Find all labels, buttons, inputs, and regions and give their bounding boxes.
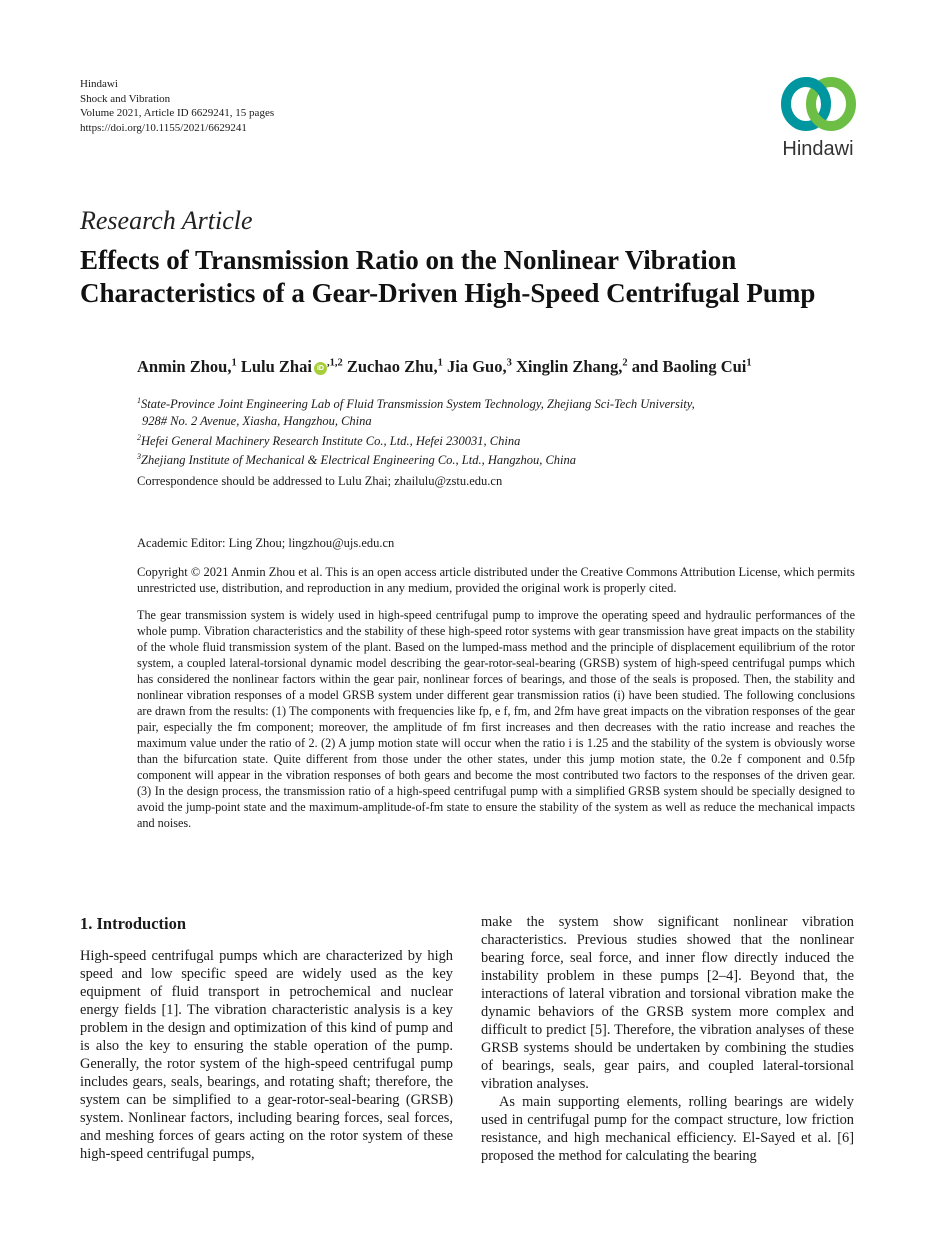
affiliation: $^3$Zhejiang Institute of Mechanical & Electrical Engineering Co., Ltd., Hangzhou, China (137, 452, 577, 468)
author: Lulu Zhai iD $^{,1,2}$ (240, 357, 343, 376)
body-column-right (481, 913, 854, 1165)
author: Jia Guo,$^3$ (446, 357, 512, 376)
volume-info: Volume 2021, Article ID 6629241, 15 pages (80, 107, 275, 119)
author: Zuchao Zhu,$^1$ (346, 357, 443, 376)
doi-link[interactable]: https://doi.org/10.1155/2021/6629241 (80, 121, 247, 134)
paragraph: make the system show significant nonlinear vibration characteristics. Previous studies showed that the nonlinear bearing force, seal force, and inner flow directly induced the instability problem in these pumps [2–4]. Beyond that, the interactions of lateral vibration and torsional vibration make the dynamic behaviors of the GRSB system more complex and difficult to predict [5]. Therefore, the vibration analyses of these GRSB systems should be undertaken by combining the studies of bearings, seals, gear pairs, and coupled lateral-torsional vibration analyses. (481, 914, 854, 1092)
author: Anmin Zhou,$^1$ (137, 357, 237, 376)
affiliation: $^1$State-Province Joint Engineering Lab of Fluid Transmission System Technology, Zhejiang Sci-Tech University, (137, 396, 695, 412)
body-column-left (80, 947, 453, 1163)
correspondence: Correspondence should be addressed to Lulu Zhai; zhailulu@zstu.edu.cn (137, 474, 503, 488)
affiliation: $^2$Hefei General Machinery Research Institute Co., Ltd., Hefei 230031, China (137, 432, 521, 448)
paper-title: Effects of Transmission Ratio on the Nonlinear Vibration Characteristics of a Gear-Driven High-Speed Centrifugal Pump (80, 245, 816, 308)
publisher-name: Hindawi (80, 78, 118, 90)
hindawi-logo (776, 76, 860, 160)
affiliation: 928# No. 2 Avenue, Xiasha, Hangzhou, China (142, 413, 372, 428)
author: and Baoling Cui$^1$ (631, 357, 752, 376)
abstract: The gear transmission system is widely used in high-speed centrifugal pump to improve the operating speed and hydraulic performances of the whole pump. Vibration characteristics and the stability of these high-speed rotor systems with gear transmission have great impacts on the stability of the whole fluid transmission system of the plant. Based on the lumped-mass method and the principle of displacement equilibrium of the rotor system, a coupled lateral-torsional dynamic model describing the gear-rotor-seal-bearing (GRSB) system of high-speed centrifugal pumps which has considered the nonlinear factors within the gear pair, nonlinear forces of bearings, and those of the seals is proposed. Then, the stability and nonlinear vibration responses of a model GRSB system under different gear transmission ratios (i) have been studied. The following conclusions are drawn from the results: (1) The components with frequencies like fp, e f, fm, and 2fm have great impacts on the vibration responses of the gear pair, especially the fm component; moreover, the amplitude of fm first increases and then decreases with the ratio increase and reaches the maximum value under the ratio of 2. (2) A jump motion state will occur when the ratio i is 1.25 and the stability of the system is obviously worse than the bifurcation state. Quite different from those under the other states, under this jump motion state, the 0.2e f component and 0.5fp component will appear in the vibration responses of both gears and become the most contributed two factors to the responses of the driven gear. (3) In the design process, the transmission ratio of a high-speed centrifugal pump with a simplified GRSB system should be specially designed to avoid the jump-point state and the maximum-amplitude-of-fm state to ensure the stability of the system as well as reduce the mechanical impacts and noises. (137, 608, 855, 830)
hindawi-logo-icon (776, 76, 860, 136)
author: Xinglin Zhang,$^2$ (515, 357, 628, 376)
section-heading: 1. Introduction (80, 914, 187, 933)
orcid-icon[interactable]: iD (314, 362, 327, 375)
copyright-notice: Copyright © 2021 Anmin Zhou et al. This is an open access article distributed under the Creative Commons Attribution License, which permits unrestricted use, distribution, and reproduction in any medium, provided the original work is properly cited. (137, 565, 855, 595)
affiliations (137, 393, 695, 469)
logo-wordmark: Hindawi (782, 138, 854, 160)
paragraph: As main supporting elements, rolling bearings are widely used in centrifugal pump for the compact structure, low friction resistance, and high mechanical efficiency. El-Sayed et al. [6] proposed the method for calculating the bearing (481, 1094, 854, 1164)
article-type: Research Article (80, 206, 253, 235)
paragraph: High-speed centrifugal pumps which are characterized by high speed and low specific speed are widely used as the key equipment of fluid transport in petrochemical and nuclear energy fields [1]. The vibration characteristic analysis is a key problem in the design and optimization of this kind of pump and is also the key to ensuring the stable operation of the pump. Generally, the rotor system of the high-speed centrifugal pump includes gears, seals, bearings, and rotating shaft; therefore, the system can be simplified to a gear-rotor-seal-bearing (GRSB) system. Nonlinear factors, including bearing forces, seal forces, and meshing forces of gears acting on the rotor system of these high-speed centrifugal pumps, (80, 948, 453, 1162)
author-list (137, 357, 752, 377)
journal-name: Shock and Vibration (80, 92, 171, 105)
academic-editor: Academic Editor: Ling Zhou; lingzhou@ujs.edu.cn (137, 536, 395, 550)
journal-header (80, 77, 274, 135)
